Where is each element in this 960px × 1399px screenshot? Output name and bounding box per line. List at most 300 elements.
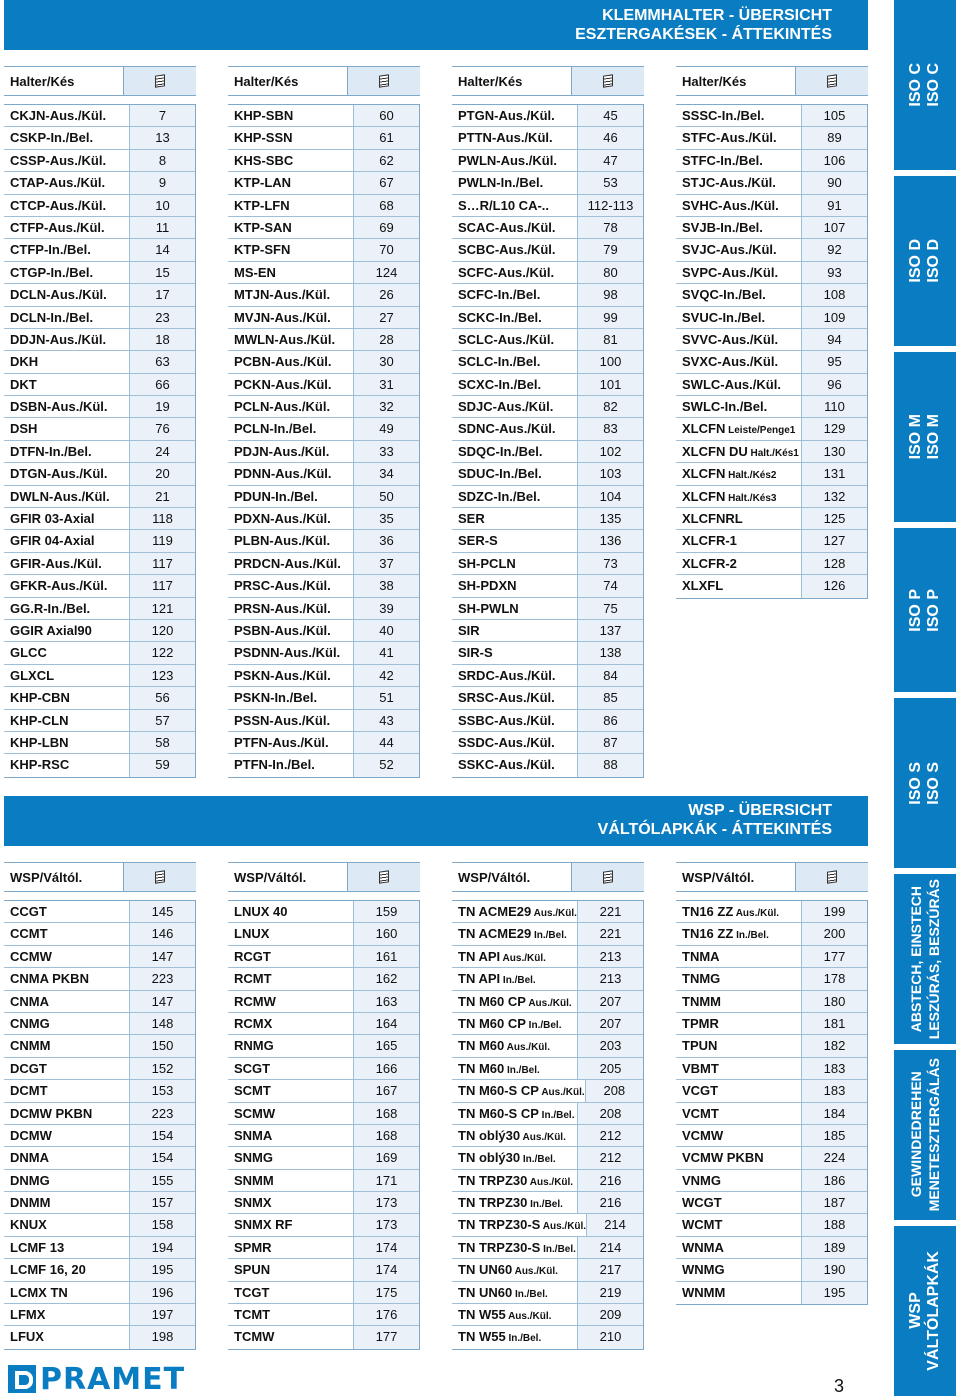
- row-qualifier: Aus./Kül.: [733, 908, 780, 919]
- table-row[interactable]: [452, 901, 643, 923]
- table-row[interactable]: [676, 1237, 867, 1259]
- table-row[interactable]: [676, 441, 867, 463]
- table-row[interactable]: [676, 1214, 867, 1236]
- table-row[interactable]: [452, 284, 643, 306]
- table-header-page: [795, 67, 868, 95]
- row-designation: LNUX 40: [228, 901, 353, 922]
- table-header: [676, 66, 868, 96]
- table-row[interactable]: [452, 968, 643, 990]
- table-row[interactable]: [676, 1259, 867, 1281]
- row-page-number: 60: [353, 105, 419, 126]
- row-designation: TN M60-S CP In./Bel.: [452, 1103, 577, 1124]
- row-page-number: 35: [353, 508, 419, 529]
- row-designation: CKJN-Aus./Kül.: [4, 105, 129, 126]
- table-row[interactable]: [4, 946, 195, 968]
- table-row[interactable]: [452, 991, 643, 1013]
- table-row[interactable]: [228, 598, 419, 620]
- row-designation: TN TRPZ30-S In./Bel.: [452, 1237, 577, 1258]
- table-header: [4, 66, 196, 96]
- row-page-number: 61: [353, 127, 419, 148]
- tab-iso-s[interactable]: [894, 698, 956, 868]
- table-header-label: Halter/Kés: [234, 73, 299, 89]
- row-page-number: 59: [129, 754, 195, 776]
- table-row[interactable]: [4, 665, 195, 687]
- tab-iso-m[interactable]: [894, 352, 956, 522]
- table-row[interactable]: [452, 486, 643, 508]
- table-row[interactable]: [4, 1282, 195, 1304]
- table-row[interactable]: [452, 307, 643, 329]
- tab-inserts[interactable]: [894, 1226, 956, 1396]
- row-designation: TPUN: [676, 1035, 801, 1056]
- table-row[interactable]: [676, 1125, 867, 1147]
- table-row[interactable]: [452, 1103, 643, 1125]
- table-row[interactable]: [228, 901, 419, 923]
- table-row[interactable]: [4, 463, 195, 485]
- table-row[interactable]: [452, 150, 643, 172]
- table-row[interactable]: [228, 307, 419, 329]
- table-row[interactable]: [4, 217, 195, 239]
- table-row[interactable]: [676, 508, 867, 530]
- row-designation: CNMG: [4, 1013, 129, 1034]
- table-row[interactable]: [452, 1282, 643, 1304]
- table-row[interactable]: [452, 441, 643, 463]
- row-page-number: 178: [801, 968, 867, 989]
- table-row[interactable]: [676, 217, 867, 239]
- table-row[interactable]: [228, 687, 419, 709]
- tab-iso-d[interactable]: [894, 176, 956, 346]
- row-designation: WCMT: [676, 1214, 801, 1235]
- table-row[interactable]: [676, 307, 867, 329]
- table-row[interactable]: [4, 1147, 195, 1169]
- row-qualifier: In./Bel.: [525, 1019, 562, 1031]
- row-page-number: 194: [129, 1237, 195, 1258]
- row-page-number: 221: [577, 901, 643, 922]
- table-row[interactable]: [228, 968, 419, 990]
- tab-label: LESZÚRÁS, BESZÚRÁS: [926, 878, 942, 1040]
- table-row[interactable]: [4, 195, 195, 217]
- table-row[interactable]: [228, 1259, 419, 1281]
- row-designation: GLXCL: [4, 665, 129, 686]
- row-page-number: 164: [353, 1013, 419, 1034]
- table-row[interactable]: [4, 307, 195, 329]
- table-row[interactable]: [228, 1035, 419, 1057]
- table-row[interactable]: [452, 687, 643, 709]
- row-designation: SVJC-Aus./Kül.: [676, 239, 801, 260]
- table-row[interactable]: [228, 486, 419, 508]
- table-row[interactable]: [452, 598, 643, 620]
- row-qualifier: Aus./Kül.: [500, 952, 546, 964]
- row-page-number: 53: [577, 172, 643, 193]
- table-row[interactable]: [452, 1013, 643, 1035]
- table-row[interactable]: [228, 553, 419, 575]
- table-row[interactable]: [4, 262, 195, 284]
- table-row[interactable]: [228, 1192, 419, 1214]
- table-row[interactable]: [4, 1103, 195, 1125]
- row-designation: MVJN-Aus./Kül.: [228, 307, 353, 328]
- row-designation: XLCFN Leiste/Penge1: [676, 418, 801, 439]
- row-designation: PWLN-In./Bel.: [452, 172, 577, 193]
- table-row[interactable]: [452, 710, 643, 732]
- table-row[interactable]: [4, 127, 195, 149]
- table-row[interactable]: [676, 1058, 867, 1080]
- row-page-number: 124: [353, 262, 419, 283]
- table-row[interactable]: [228, 1170, 419, 1192]
- table-row[interactable]: [228, 1080, 419, 1102]
- table-row[interactable]: [4, 486, 195, 508]
- table-row[interactable]: [228, 1282, 419, 1304]
- table-row[interactable]: [452, 1192, 643, 1214]
- table-row[interactable]: [228, 217, 419, 239]
- table-row[interactable]: [676, 553, 867, 575]
- table-row[interactable]: [228, 665, 419, 687]
- row-page-number: 209: [577, 1304, 643, 1325]
- row-page-number: 108: [801, 284, 867, 305]
- tab-iso-p[interactable]: [894, 528, 956, 692]
- table-header-page: [123, 67, 196, 95]
- table-row[interactable]: [452, 329, 643, 351]
- row-designation: CCMT: [4, 923, 129, 944]
- row-page-number: 150: [129, 1035, 195, 1056]
- row-page-number: 163: [353, 991, 419, 1012]
- table-row[interactable]: [228, 991, 419, 1013]
- row-qualifier: In./Bel.: [505, 1333, 542, 1345]
- table-row[interactable]: [4, 991, 195, 1013]
- row-designation: WNMG: [676, 1259, 801, 1280]
- table-row[interactable]: [228, 172, 419, 194]
- table-row[interactable]: [228, 642, 419, 664]
- table-row[interactable]: [228, 508, 419, 530]
- table-row[interactable]: [676, 284, 867, 306]
- table-row[interactable]: [228, 620, 419, 642]
- table-row[interactable]: [4, 1237, 195, 1259]
- table-row[interactable]: [452, 553, 643, 575]
- row-page-number: 83: [577, 418, 643, 439]
- row-qualifier: Aus./Kül.: [525, 997, 572, 1009]
- row-page-number: 167: [353, 1080, 419, 1101]
- row-page-number: 213: [577, 968, 643, 989]
- table-row[interactable]: [676, 1147, 867, 1169]
- table-row[interactable]: [452, 1035, 643, 1057]
- table-row[interactable]: [452, 1214, 643, 1236]
- table-row[interactable]: [228, 127, 419, 149]
- table-row[interactable]: [4, 396, 195, 418]
- table-row[interactable]: [452, 396, 643, 418]
- table-row[interactable]: [452, 1259, 643, 1281]
- table-row[interactable]: [452, 351, 643, 373]
- row-page-number: 26: [353, 284, 419, 305]
- row-page-number: 102: [577, 441, 643, 462]
- table-row[interactable]: [676, 127, 867, 149]
- row-page-number: 208: [585, 1080, 643, 1101]
- table-header-label: Halter/Kés: [458, 73, 523, 89]
- table-row[interactable]: [452, 262, 643, 284]
- table-row[interactable]: [4, 351, 195, 373]
- table-row[interactable]: [452, 195, 643, 217]
- table-row[interactable]: [4, 598, 195, 620]
- table-row[interactable]: [452, 620, 643, 642]
- table-row[interactable]: [676, 418, 867, 440]
- row-page-number: 93: [801, 262, 867, 283]
- table-row[interactable]: [4, 418, 195, 440]
- table-row[interactable]: [4, 1326, 195, 1348]
- table-row[interactable]: [4, 530, 195, 552]
- tab-iso-c[interactable]: [894, 0, 956, 170]
- row-page-number: 224: [801, 1147, 867, 1168]
- table-row[interactable]: [4, 710, 195, 732]
- table-row[interactable]: [452, 1237, 643, 1259]
- row-page-number: 100: [577, 351, 643, 372]
- table-row[interactable]: [228, 1237, 419, 1259]
- row-designation: VCMT: [676, 1103, 801, 1124]
- table-row[interactable]: [452, 418, 643, 440]
- table-row[interactable]: [452, 1080, 643, 1102]
- table-row[interactable]: [228, 150, 419, 172]
- table-row[interactable]: [676, 1282, 867, 1304]
- table-row[interactable]: [4, 575, 195, 597]
- row-designation: TN M60 In./Bel.: [452, 1058, 577, 1079]
- table-row[interactable]: [4, 105, 195, 127]
- table-row[interactable]: [452, 754, 643, 776]
- table-row[interactable]: [4, 1080, 195, 1102]
- table-row[interactable]: [4, 329, 195, 351]
- table-row[interactable]: [676, 991, 867, 1013]
- table-row[interactable]: [4, 508, 195, 530]
- table-row[interactable]: [452, 172, 643, 194]
- table-row[interactable]: [4, 150, 195, 172]
- row-page-number: 132: [801, 486, 867, 507]
- table-row[interactable]: [676, 374, 867, 396]
- table-row[interactable]: [4, 1013, 195, 1035]
- table-row[interactable]: [228, 1304, 419, 1326]
- table-row[interactable]: [676, 968, 867, 990]
- table-row[interactable]: [676, 1080, 867, 1102]
- row-designation: PSKN-Aus./Kül.: [228, 665, 353, 686]
- table-body: [676, 104, 868, 599]
- table-row[interactable]: [228, 396, 419, 418]
- row-designation: KHP-SBN: [228, 105, 353, 126]
- row-designation: SNMG: [228, 1147, 353, 1168]
- table-row[interactable]: [676, 530, 867, 552]
- row-qualifier: Aus./Kül.: [512, 1266, 558, 1278]
- table-row[interactable]: [4, 754, 195, 776]
- table-row[interactable]: [228, 1058, 419, 1080]
- tab-label: ISO M: [925, 414, 942, 460]
- row-designation: DSH: [4, 418, 129, 439]
- row-designation: PSKN-In./Bel.: [228, 687, 353, 708]
- row-page-number: 146: [129, 923, 195, 944]
- holder-table-3: [452, 66, 644, 778]
- table-row[interactable]: [228, 374, 419, 396]
- table-row[interactable]: [676, 239, 867, 261]
- row-qualifier: Halt./Kés1: [747, 447, 799, 459]
- row-designation: TN oblý30 In./Bel.: [452, 1147, 577, 1168]
- table-row[interactable]: [676, 1103, 867, 1125]
- row-page-number: 39: [353, 598, 419, 619]
- row-designation: LFUX: [4, 1326, 129, 1348]
- table-row[interactable]: [228, 239, 419, 261]
- tab-label: VÁLTÓLAPKÁK: [925, 1251, 942, 1371]
- table-row[interactable]: [228, 1214, 419, 1236]
- table-row[interactable]: [228, 710, 419, 732]
- table-row[interactable]: [452, 665, 643, 687]
- row-page-number: 101: [577, 374, 643, 395]
- table-row[interactable]: [676, 172, 867, 194]
- table-row[interactable]: [228, 1326, 419, 1348]
- table-row[interactable]: [452, 1304, 643, 1326]
- table-row[interactable]: [228, 923, 419, 945]
- table-row[interactable]: [676, 463, 867, 485]
- table-row[interactable]: [676, 262, 867, 284]
- table-row[interactable]: [4, 553, 195, 575]
- table-row[interactable]: [676, 575, 867, 597]
- table-row[interactable]: [228, 195, 419, 217]
- row-page-number: 135: [577, 508, 643, 529]
- table-row[interactable]: [228, 946, 419, 968]
- insert-overview-banner: [4, 796, 868, 846]
- table-row[interactable]: [676, 923, 867, 945]
- table-row[interactable]: [676, 486, 867, 508]
- tab-label: ISO P: [925, 588, 942, 632]
- table-row[interactable]: [4, 1214, 195, 1236]
- row-page-number: 42: [353, 665, 419, 686]
- table-row[interactable]: [676, 195, 867, 217]
- table-row[interactable]: [676, 329, 867, 351]
- row-designation: CTFP-Aus./Kül.: [4, 217, 129, 238]
- table-row[interactable]: [228, 1103, 419, 1125]
- table-row[interactable]: [452, 642, 643, 664]
- table-row[interactable]: [228, 1013, 419, 1035]
- table-row[interactable]: [452, 732, 643, 754]
- table-row[interactable]: [4, 1259, 195, 1281]
- row-page-number: 86: [577, 710, 643, 731]
- table-row[interactable]: [228, 754, 419, 776]
- table-row[interactable]: [4, 1035, 195, 1057]
- table-row[interactable]: [4, 901, 195, 923]
- table-row[interactable]: [4, 1058, 195, 1080]
- table-row[interactable]: [452, 1170, 643, 1192]
- table-row[interactable]: [228, 575, 419, 597]
- table-row[interactable]: [452, 374, 643, 396]
- row-designation: PSSN-Aus./Kül.: [228, 710, 353, 731]
- row-page-number: 223: [129, 968, 195, 989]
- book-icon: [379, 74, 389, 87]
- table-row[interactable]: [4, 239, 195, 261]
- table-row[interactable]: [4, 1170, 195, 1192]
- table-row[interactable]: [452, 923, 643, 945]
- table-row[interactable]: [4, 732, 195, 754]
- table-row[interactable]: [452, 239, 643, 261]
- row-page-number: 199: [801, 901, 867, 922]
- table-row[interactable]: [4, 441, 195, 463]
- table-header-label: WSP/Váltól.: [10, 869, 83, 885]
- row-designation: SVVC-Aus./Kül.: [676, 329, 801, 350]
- table-row[interactable]: [4, 923, 195, 945]
- row-page-number: 166: [353, 1058, 419, 1079]
- table-row[interactable]: [676, 901, 867, 923]
- row-page-number: 183: [801, 1080, 867, 1101]
- table-row[interactable]: [228, 418, 419, 440]
- table-row[interactable]: [676, 396, 867, 418]
- table-header-label: Halter/Kés: [10, 73, 75, 89]
- table-row[interactable]: [676, 1035, 867, 1057]
- table-row[interactable]: [452, 105, 643, 127]
- table-row[interactable]: [228, 1147, 419, 1169]
- row-designation: TN16 ZZ Aus./Kül.: [676, 901, 801, 922]
- table-row[interactable]: [4, 172, 195, 194]
- table-row[interactable]: [452, 575, 643, 597]
- row-designation: DNMA: [4, 1147, 129, 1168]
- row-designation: KHS-SBC: [228, 150, 353, 171]
- table-row[interactable]: [4, 687, 195, 709]
- table-row[interactable]: [452, 1326, 643, 1348]
- row-designation: PRSC-Aus./Kül.: [228, 575, 353, 596]
- row-page-number: 147: [129, 946, 195, 967]
- table-row[interactable]: [228, 262, 419, 284]
- table-row[interactable]: [452, 1125, 643, 1147]
- table-row[interactable]: [676, 946, 867, 968]
- book-icon: [379, 870, 389, 883]
- row-page-number: 198: [129, 1326, 195, 1348]
- table-row[interactable]: [228, 284, 419, 306]
- row-designation: PTTN-Aus./Kül.: [452, 127, 577, 148]
- table-row[interactable]: [452, 508, 643, 530]
- table-row[interactable]: [4, 620, 195, 642]
- tab-grooving[interactable]: [894, 874, 956, 1044]
- table-row[interactable]: [4, 374, 195, 396]
- table-row[interactable]: [452, 217, 643, 239]
- table-row[interactable]: [452, 1058, 643, 1080]
- table-row[interactable]: [452, 127, 643, 149]
- table-row[interactable]: [4, 968, 195, 990]
- row-page-number: 190: [801, 1259, 867, 1280]
- table-row[interactable]: [4, 1192, 195, 1214]
- row-designation: PCBN-Aus./Kül.: [228, 351, 353, 372]
- table-row[interactable]: [228, 463, 419, 485]
- table-row[interactable]: [228, 1125, 419, 1147]
- row-designation: SSSC-In./Bel.: [676, 105, 801, 126]
- table-row[interactable]: [452, 1147, 643, 1169]
- row-designation: DNMM: [4, 1192, 129, 1213]
- table-row[interactable]: [452, 946, 643, 968]
- table-row[interactable]: [228, 351, 419, 373]
- row-page-number: 57: [129, 710, 195, 731]
- table-row[interactable]: [4, 642, 195, 664]
- table-row[interactable]: [228, 732, 419, 754]
- tab-label: ISO C: [925, 63, 942, 107]
- table-row[interactable]: [4, 284, 195, 306]
- table-row[interactable]: [676, 1013, 867, 1035]
- table-row[interactable]: [452, 530, 643, 552]
- tab-label: ABSTECH, EINSTECH: [908, 885, 924, 1033]
- table-row[interactable]: [676, 1170, 867, 1192]
- table-row[interactable]: [4, 1304, 195, 1326]
- table-row[interactable]: [228, 329, 419, 351]
- table-row[interactable]: [228, 441, 419, 463]
- table-row[interactable]: [228, 105, 419, 127]
- table-row[interactable]: [452, 463, 643, 485]
- table-row[interactable]: [676, 150, 867, 172]
- row-page-number: 205: [577, 1058, 643, 1079]
- table-row[interactable]: [676, 351, 867, 373]
- table-row[interactable]: [228, 530, 419, 552]
- table-row[interactable]: [4, 1125, 195, 1147]
- table-row[interactable]: [676, 105, 867, 127]
- row-page-number: 171: [353, 1170, 419, 1191]
- tab-threading[interactable]: [894, 1050, 956, 1220]
- table-row[interactable]: [676, 1192, 867, 1214]
- row-designation: KNUX: [4, 1214, 129, 1235]
- insert-table-4: [676, 862, 868, 1305]
